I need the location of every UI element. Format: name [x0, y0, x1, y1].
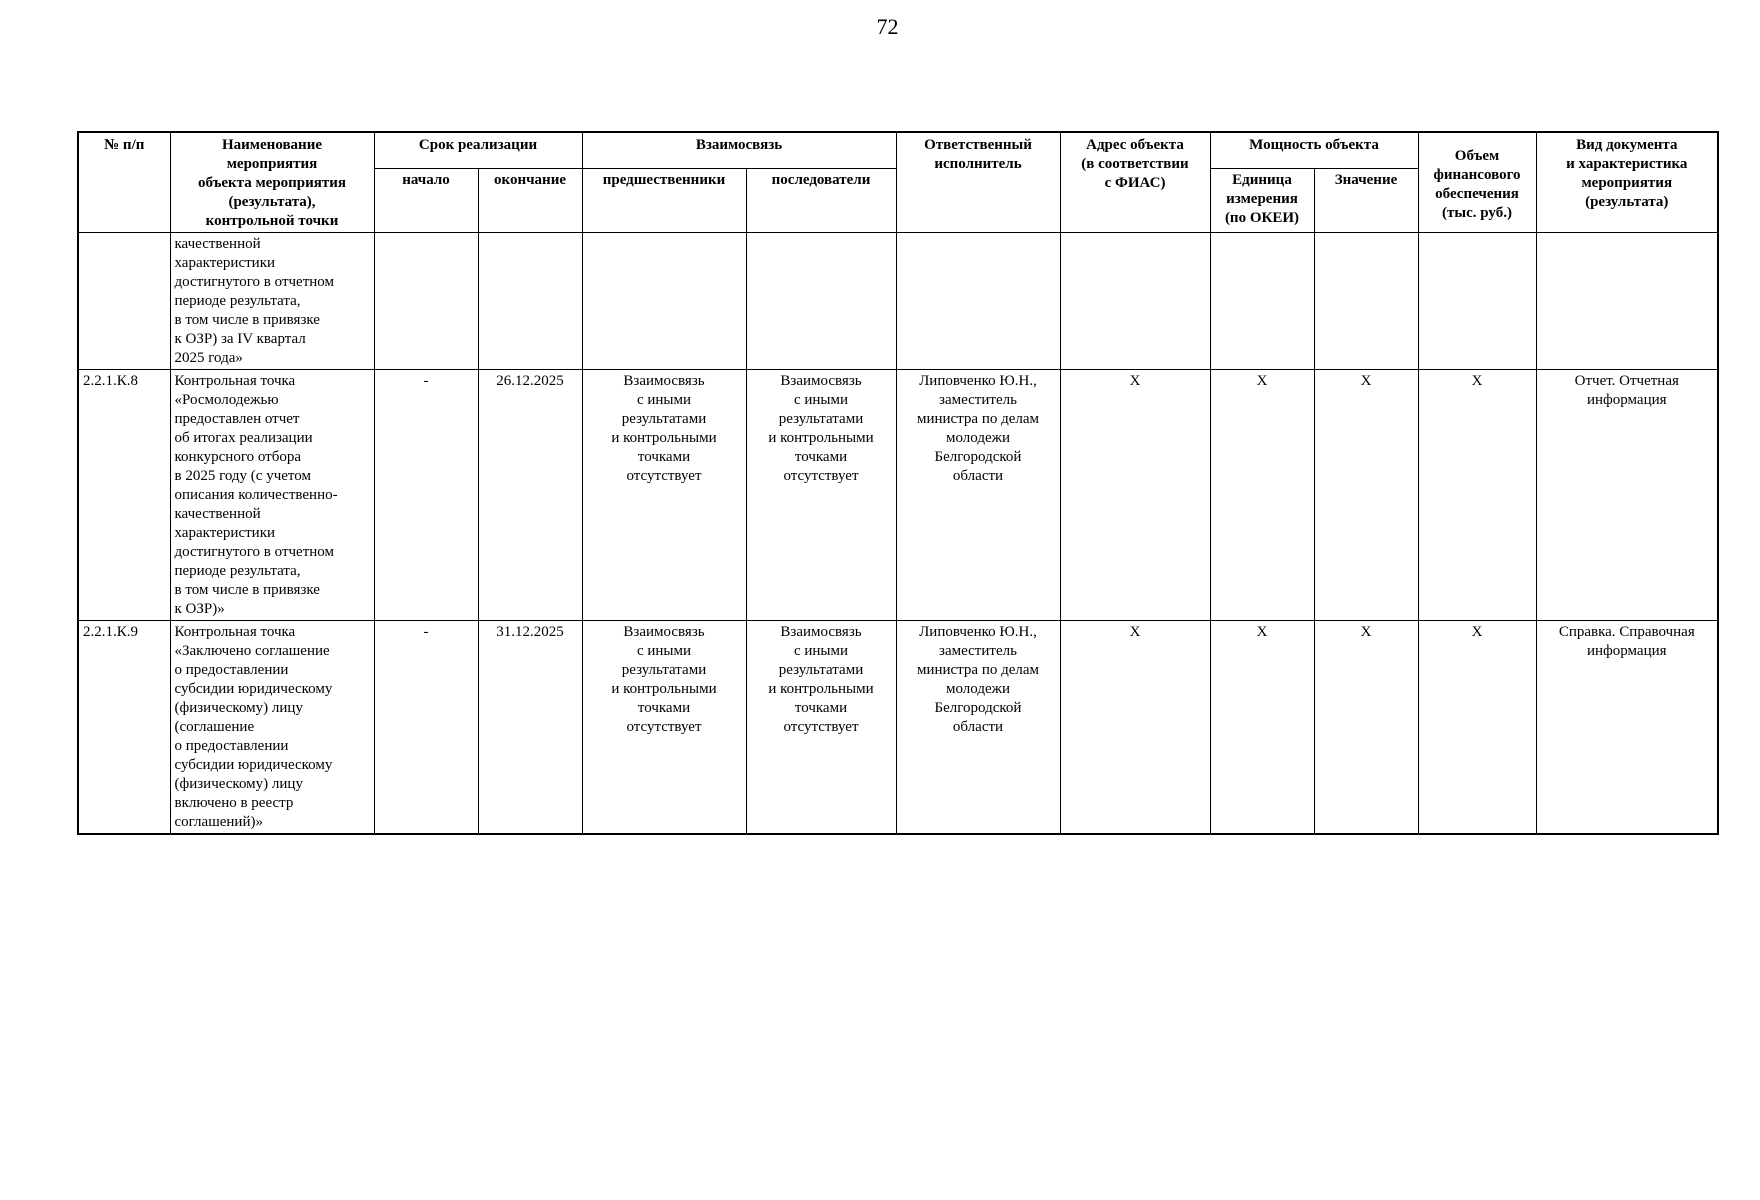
- header-link-pred: предшественники: [582, 168, 746, 232]
- cell-responsible: [896, 233, 1060, 370]
- header-term-end: окончание: [478, 168, 582, 232]
- cell-doc: Отчет. Отчетная информация: [1536, 370, 1718, 621]
- cell-start: -: [374, 621, 478, 835]
- plan-table: [77, 131, 1719, 835]
- cell-value: [1314, 233, 1418, 370]
- cell-address: [1060, 233, 1210, 370]
- header-doc: Вид документа и характеристика мероприятия (результата): [1536, 132, 1718, 233]
- cell-unit: [1210, 233, 1314, 370]
- header-link-group: Взаимосвязь: [582, 132, 896, 168]
- header-term-group: Срок реализации: [374, 132, 582, 168]
- table-row: [78, 370, 1718, 621]
- header-capacity-unit: Единица измерения (по ОКЕИ): [1210, 168, 1314, 232]
- cell-doc: [1536, 233, 1718, 370]
- header-address: Адрес объекта (в соответствии с ФИАС): [1060, 132, 1210, 233]
- header-num: № п/п: [78, 132, 170, 233]
- table-row-continuation: [78, 233, 1718, 370]
- cell-address: X: [1060, 370, 1210, 621]
- cell-pred: Взаимосвязь с иными результатами и контрольными точками отсутствует: [582, 621, 746, 835]
- cell-value: X: [1314, 621, 1418, 835]
- cell-name: качественной характеристики достигнутого в отчетном периоде результата, в том числе в привязке к ОЗР) за IV квартал 2025 года»: [170, 233, 374, 370]
- cell-unit: X: [1210, 370, 1314, 621]
- header-responsible: Ответственный исполнитель: [896, 132, 1060, 233]
- cell-name: Контрольная точка «Росмолодежью предоставлен отчет об итогах реализации конкурсного отбора в 2025 году (с учетом описания количественно- качественной характеристики достигнутого в отчетном периоде результата, в том числе в привязке к ОЗР)»: [170, 370, 374, 621]
- cell-finance: X: [1418, 621, 1536, 835]
- header-capacity-value: Значение: [1314, 168, 1418, 232]
- header-row-1: [78, 132, 1718, 168]
- cell-succ: Взаимосвязь с иными результатами и контрольными точками отсутствует: [746, 621, 896, 835]
- page-number: 72: [876, 14, 899, 39]
- cell-name: Контрольная точка «Заключено соглашение о предоставлении субсидии юридическому (физическому) лицу (соглашение о предоставлении субсидии юридическому (физическому) лицу включено в реестр соглашений)»: [170, 621, 374, 835]
- header-capacity-group: Мощность объекта: [1210, 132, 1418, 168]
- header-link-succ: последователи: [746, 168, 896, 232]
- cell-start: -: [374, 370, 478, 621]
- cell-finance: X: [1418, 370, 1536, 621]
- cell-num: 2.2.1.К.9: [78, 621, 170, 835]
- cell-doc: Справка. Справочная информация: [1536, 621, 1718, 835]
- cell-num: [78, 233, 170, 370]
- cell-end: 31.12.2025: [478, 621, 582, 835]
- cell-unit: X: [1210, 621, 1314, 835]
- cell-succ: Взаимосвязь с иными результатами и контрольными точками отсутствует: [746, 370, 896, 621]
- table-row: [78, 621, 1718, 835]
- cell-responsible: Липовченко Ю.Н., заместитель министра по делам молодежи Белгородской области: [896, 370, 1060, 621]
- header-finance: Объем финансового обеспечения (тыс. руб.): [1418, 132, 1536, 233]
- cell-end: [478, 233, 582, 370]
- cell-succ: [746, 233, 896, 370]
- cell-end: 26.12.2025: [478, 370, 582, 621]
- cell-responsible: Липовченко Ю.Н., заместитель министра по делам молодежи Белгородской области: [896, 621, 1060, 835]
- cell-pred: Взаимосвязь с иными результатами и контрольными точками отсутствует: [582, 370, 746, 621]
- cell-address: X: [1060, 621, 1210, 835]
- cell-num: 2.2.1.К.8: [78, 370, 170, 621]
- cell-value: X: [1314, 370, 1418, 621]
- header-name: Наименование мероприятия объекта мероприятия (результата), контрольной точки: [170, 132, 374, 233]
- cell-finance: [1418, 233, 1536, 370]
- header-term-start: начало: [374, 168, 478, 232]
- cell-start: [374, 233, 478, 370]
- cell-pred: [582, 233, 746, 370]
